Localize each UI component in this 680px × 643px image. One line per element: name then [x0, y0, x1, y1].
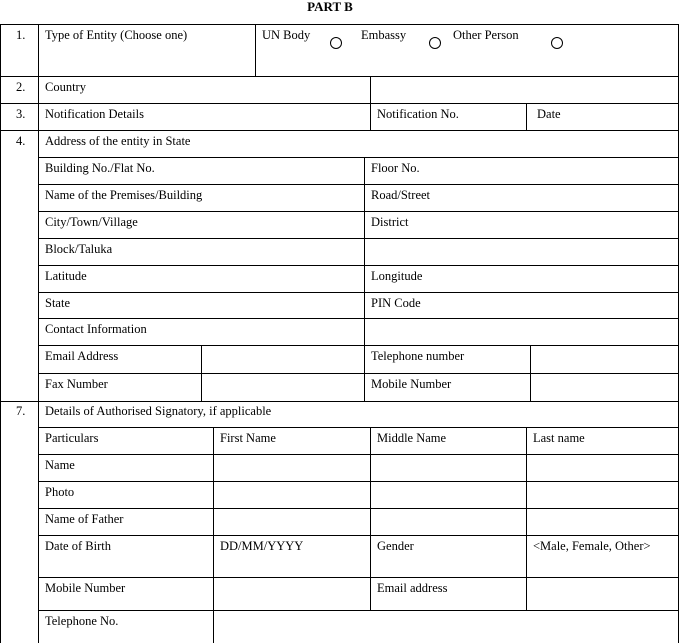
dob-field[interactable]: DD/MM/YYYY — [220, 539, 304, 553]
row-number: 3. — [16, 107, 26, 121]
entity-type-label: Type of Entity (Choose one) — [45, 28, 188, 42]
row-number: 4. — [16, 134, 26, 148]
latitude-label: Latitude — [45, 269, 87, 283]
mobile-field[interactable] — [531, 374, 678, 401]
col-header-middle-name: Middle Name — [377, 431, 447, 445]
road-street-field[interactable]: Road/Street — [371, 188, 431, 202]
district-field[interactable]: District — [371, 215, 409, 229]
father-name-label: Name of Father — [45, 512, 124, 526]
telephone-no-label: Telephone No. — [45, 614, 119, 628]
address-section-label: Address of the entity in State — [45, 134, 191, 148]
col-header-particulars: Particulars — [45, 431, 99, 445]
block-taluka-label: Block/Taluka — [45, 242, 113, 256]
dob-label: Date of Birth — [45, 539, 111, 553]
email-address-label: Email address — [377, 581, 448, 595]
gender-label: Gender — [377, 539, 414, 553]
longitude-field[interactable]: Longitude — [371, 269, 423, 283]
row-number: 7. — [16, 404, 26, 418]
row-number: 2. — [16, 80, 26, 94]
radio-other-person[interactable] — [551, 37, 563, 49]
last-name-field[interactable] — [527, 455, 678, 481]
telephone-field[interactable] — [531, 346, 678, 373]
middle-name-field[interactable] — [371, 455, 526, 481]
country-field[interactable] — [371, 77, 678, 103]
father-name-field[interactable] — [214, 509, 678, 535]
signatory-email-field[interactable] — [527, 578, 678, 610]
mobile-label: Mobile Number — [371, 377, 452, 391]
radio-embassy[interactable] — [429, 37, 441, 49]
city-label: City/Town/Village — [45, 215, 138, 229]
building-no-label: Building No./Flat No. — [45, 161, 155, 175]
contact-info-label: Contact Information — [45, 322, 147, 336]
email-address-field[interactable] — [202, 346, 364, 373]
col-header-last-name: Last name — [533, 431, 585, 445]
radio-un-body[interactable] — [330, 37, 342, 49]
fax-field[interactable] — [202, 374, 364, 401]
floor-no-field[interactable]: Floor No. — [371, 161, 420, 175]
notification-details-label: Notification Details — [45, 107, 144, 121]
state-label: State — [45, 296, 70, 310]
signatory-section-label: Details of Authorised Signatory, if applicable — [45, 404, 272, 418]
fax-label: Fax Number — [45, 377, 108, 391]
option-un-body-label: UN Body — [262, 28, 311, 42]
row-number: 1. — [16, 28, 26, 42]
photo-label: Photo — [45, 485, 75, 499]
page-title: PART B — [307, 0, 353, 14]
block-taluka-field[interactable] — [365, 239, 678, 265]
name-label: Name — [45, 458, 75, 472]
telephone-label: Telephone number — [371, 349, 465, 363]
option-embassy-label: Embassy — [361, 28, 407, 42]
option-other-person-label: Other Person — [453, 28, 519, 42]
gender-field[interactable]: <Male, Female, Other> — [533, 539, 651, 553]
photo-field[interactable] — [214, 482, 678, 508]
premises-name-label: Name of the Premises/Building — [45, 188, 203, 202]
notification-date-field[interactable]: Date — [537, 107, 561, 121]
mobile-number-label: Mobile Number — [45, 581, 126, 595]
pin-code-field[interactable]: PIN Code — [371, 296, 421, 310]
country-label: Country — [45, 80, 86, 94]
notification-no-field[interactable]: Notification No. — [377, 107, 459, 121]
signatory-mobile-field[interactable] — [214, 578, 370, 610]
signatory-telephone-field[interactable] — [214, 611, 678, 641]
contact-info-field[interactable] — [365, 319, 678, 345]
email-address-label: Email Address — [45, 349, 119, 363]
first-name-field[interactable] — [214, 455, 370, 481]
col-header-first-name: First Name — [220, 431, 276, 445]
